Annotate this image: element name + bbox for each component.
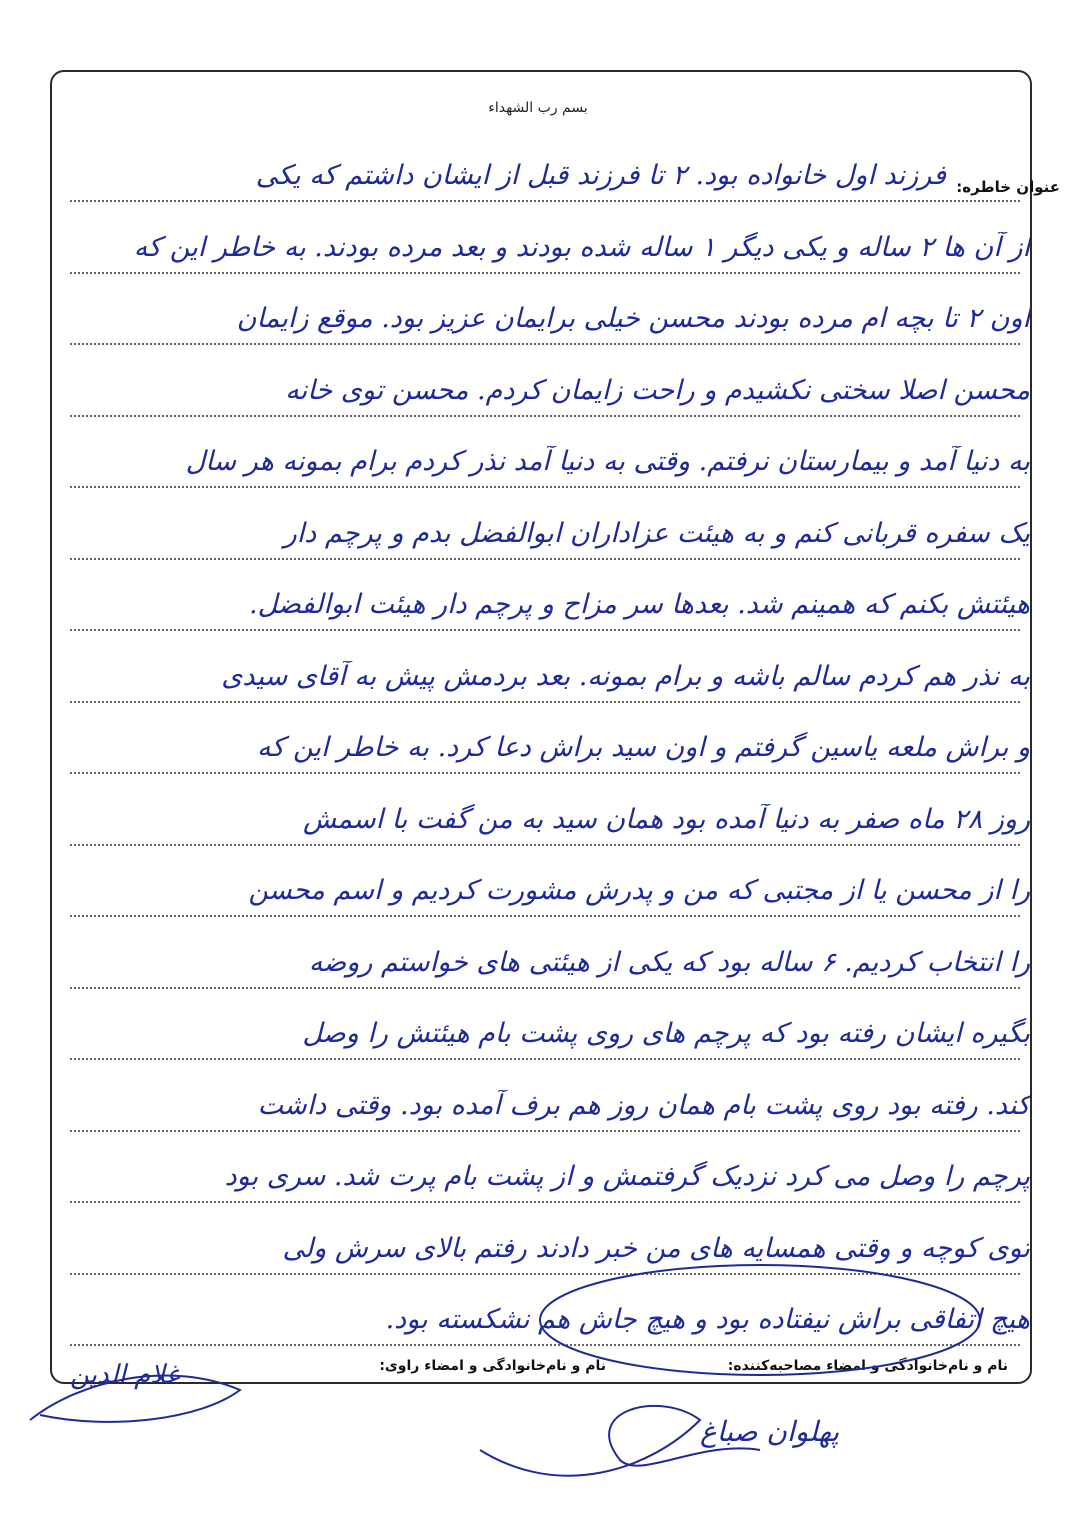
interviewer-signature: پهلوان صباغ <box>700 1415 840 1448</box>
memoir-line: محسن اصلا سختی نکشیدم و راحت زایمان کردم. محسن توی خانه <box>285 374 1030 406</box>
memoir-title-label: عنوان خاطره: <box>956 178 1060 196</box>
memoir-line: توی کوچه و وقتی همسایه های من خبر دادند رفتم بالای سرش ولی <box>282 1232 1030 1264</box>
memoir-line: و براش ملعه یاسین گرفتم و اون سید براش دعا کرد. به خاطر این که <box>257 732 1030 763</box>
interviewer-label: نام و نام‌خانوادگی و امضاء مصاحبه‌کننده: <box>727 1358 1008 1374</box>
memoir-line: بگیره ایشان رفته بود که پرچم های روی پشت بام هیئتش را وصل <box>302 1018 1030 1049</box>
memoir-line: به نذر هم کردم سالم باشه و برام بمونه. بعد بردمش پیش به آقای سیدی <box>221 660 1030 692</box>
memoir-line: از آن ها ۲ ساله و یکی دیگر ۱ ساله شده بودند و بعد مرده بودند. به خاطر این که <box>133 231 1030 263</box>
memoir-line: کند. رفته بود روی پشت بام همان روز هم برف آمده بود. وقتی داشت <box>257 1089 1030 1121</box>
memoir-line: یک سفره قربانی کنم و به هیئت عزاداران ابوالفضل بدم و پرچم دار <box>283 517 1030 549</box>
memoir-line: فرزند اول خانواده بود. ۲ تا فرزند قبل از ایشان داشتم که یکی <box>255 160 946 191</box>
memoir-line: اون ۲ تا بچه ام مرده بودند محسن خیلی برایمان عزیز بود. موقع زایمان <box>236 303 1030 334</box>
memoir-line: به دنیا آمد و بیمارستان نرفتم. وقتی به دنیا آمد نذر کردم برام بمونه هر سال <box>185 446 1030 477</box>
page-header: بسم رب الشهداء <box>488 100 588 116</box>
narrator-label: نام و نام‌خانوادگی و امضاء راوی: <box>379 1358 606 1374</box>
memoir-line: هیئتش بکنم که همینم شد. بعدها سر مزاح و پرچم دار هیئت ابوالفضل. <box>249 589 1030 620</box>
memoir-line: هیچ اتفاقی براش نیفتاده بود و هیچ جاش هم نشکسته بود. <box>385 1304 1030 1335</box>
memoir-line: را انتخاب کردیم. ۶ ساله بود که یکی از هیئتی های خواستم روضه <box>308 946 1030 978</box>
memoir-line: پرچم را وصل می کرد نزدیک گرفتمش و از پشت بام پرت شد. سری بود <box>224 1161 1030 1192</box>
memoir-line: را از محسن یا از مجتبی که من و پدرش مشورت کردیم و اسم محسن <box>248 875 1030 906</box>
memoir-line: روز ۲۸ ماه صفر به دنیا آمده بود همان سید به من گفت با اسمش <box>302 803 1030 835</box>
narrator-signature: غلام الدین <box>70 1360 180 1390</box>
